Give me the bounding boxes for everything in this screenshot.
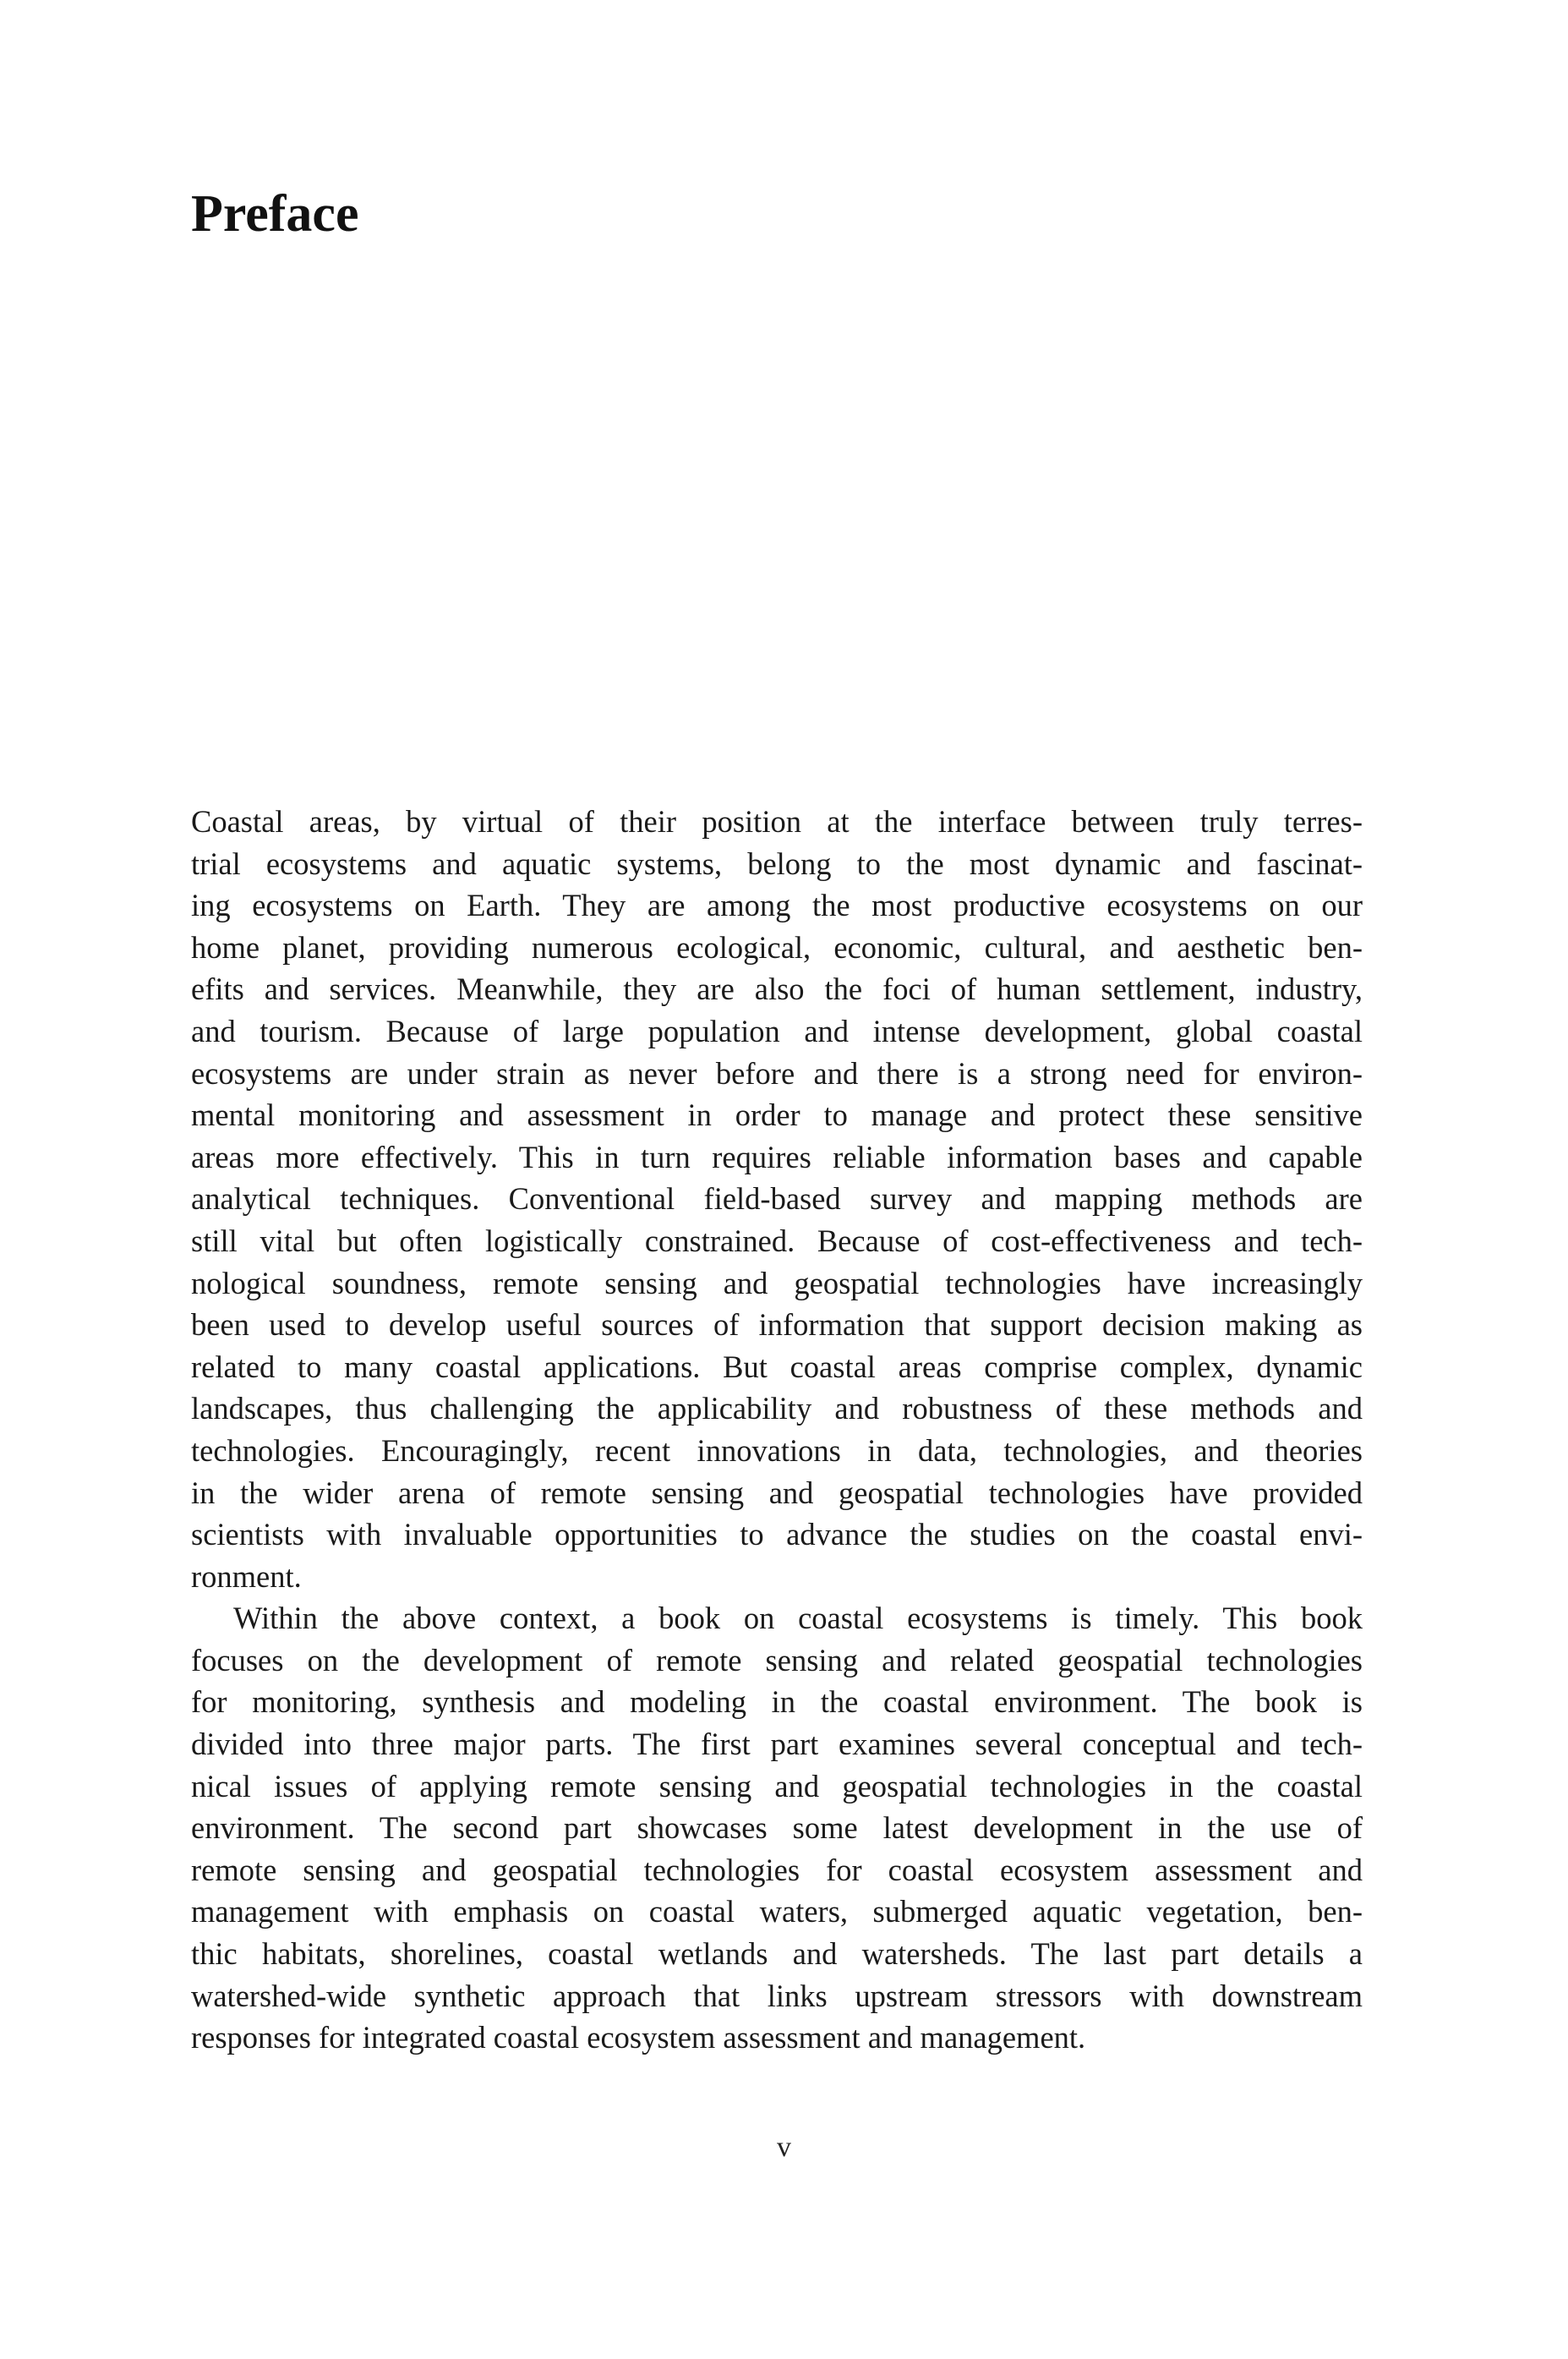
text-line: ing ecosystems on Earth. They are among the most productive ecosystems on our bbox=[191, 888, 1363, 923]
text-line: in the wider arena of remote sensing and geospatial technologies have provided bbox=[191, 1475, 1363, 1510]
text-line: ronment. bbox=[191, 1558, 302, 1594]
text-line: been used to develop useful sources of information that support decision making as bbox=[191, 1307, 1363, 1343]
text-line: divided into three major parts. The first part examines several conceptual and tech- bbox=[191, 1727, 1363, 1762]
text-line: trial ecosystems and aquatic systems, belong to the most dynamic and fascinat- bbox=[191, 846, 1363, 881]
text-line: landscapes, thus challenging the applicability and robustness of these methods and bbox=[191, 1391, 1363, 1426]
text-line: watershed-wide synthetic approach that links upstream stressors with downstream bbox=[191, 1978, 1363, 2013]
text-line: scientists with invaluable opportunities to advance the studies on the coastal envi- bbox=[191, 1517, 1363, 1552]
text-line: home planet, providing numerous ecological, economic, cultural, and aesthetic ben- bbox=[191, 929, 1363, 965]
text-line: efits and services. Meanwhile, they are also the foci of human settlement, industry, bbox=[191, 972, 1363, 1007]
text-line: analytical techniques. Conventional field-based survey and mapping methods are bbox=[191, 1181, 1363, 1217]
text-line: mental monitoring and assessment in order to manage and protect these sensitive bbox=[191, 1097, 1363, 1133]
text-line: environment. The second part showcases some latest development in the use of bbox=[191, 1810, 1363, 1846]
text-line: focuses on the development of remote sensing and related geospatial technologies bbox=[191, 1642, 1363, 1678]
text-line: for monitoring, synthesis and modeling in the coastal environment. The book is bbox=[191, 1684, 1363, 1720]
text-line: technologies. Encouragingly, recent innovations in data, technologies, and theories bbox=[191, 1432, 1363, 1468]
text-line: Coastal areas, by virtual of their position at the interface between truly terres- bbox=[191, 804, 1363, 839]
text-line: management with emphasis on coastal waters, submerged aquatic vegetation, ben- bbox=[191, 1894, 1363, 1929]
paragraph-2 bbox=[191, 1597, 1363, 2059]
text-line: nological soundness, remote sensing and geospatial technologies have increasingly bbox=[191, 1265, 1363, 1300]
text-line: nical issues of applying remote sensing and geospatial technologies in the coastal bbox=[191, 1768, 1363, 1803]
text-line: related to many coastal applications. But coastal areas comprise complex, dynamic bbox=[191, 1349, 1363, 1384]
paragraph-1 bbox=[191, 801, 1363, 1597]
text-line: still vital but often logistically constrained. Because of cost-effectiveness and tech- bbox=[191, 1223, 1363, 1258]
preface-body bbox=[191, 801, 1363, 2059]
text-line: areas more effectively. This in turn requires reliable information bases and capable bbox=[191, 1139, 1363, 1174]
text-line: remote sensing and geospatial technologies for coastal ecosystem assessment and bbox=[191, 1852, 1363, 1887]
page-number: v bbox=[777, 2132, 791, 2163]
text-line: ecosystems are under strain as never before and there is a strong need for environ- bbox=[191, 1055, 1363, 1091]
text-line: thic habitats, shorelines, coastal wetlands and watersheds. The last part details a bbox=[191, 1936, 1363, 1972]
text-line: and tourism. Because of large population and intense development, global coastal bbox=[191, 1013, 1363, 1048]
text-line: Within the above context, a book on coastal ecosystems is timely. This book bbox=[233, 1601, 1363, 1636]
page-title: Preface bbox=[191, 185, 359, 243]
text-line: responses for integrated coastal ecosystem assessment and management. bbox=[191, 2020, 1086, 2055]
